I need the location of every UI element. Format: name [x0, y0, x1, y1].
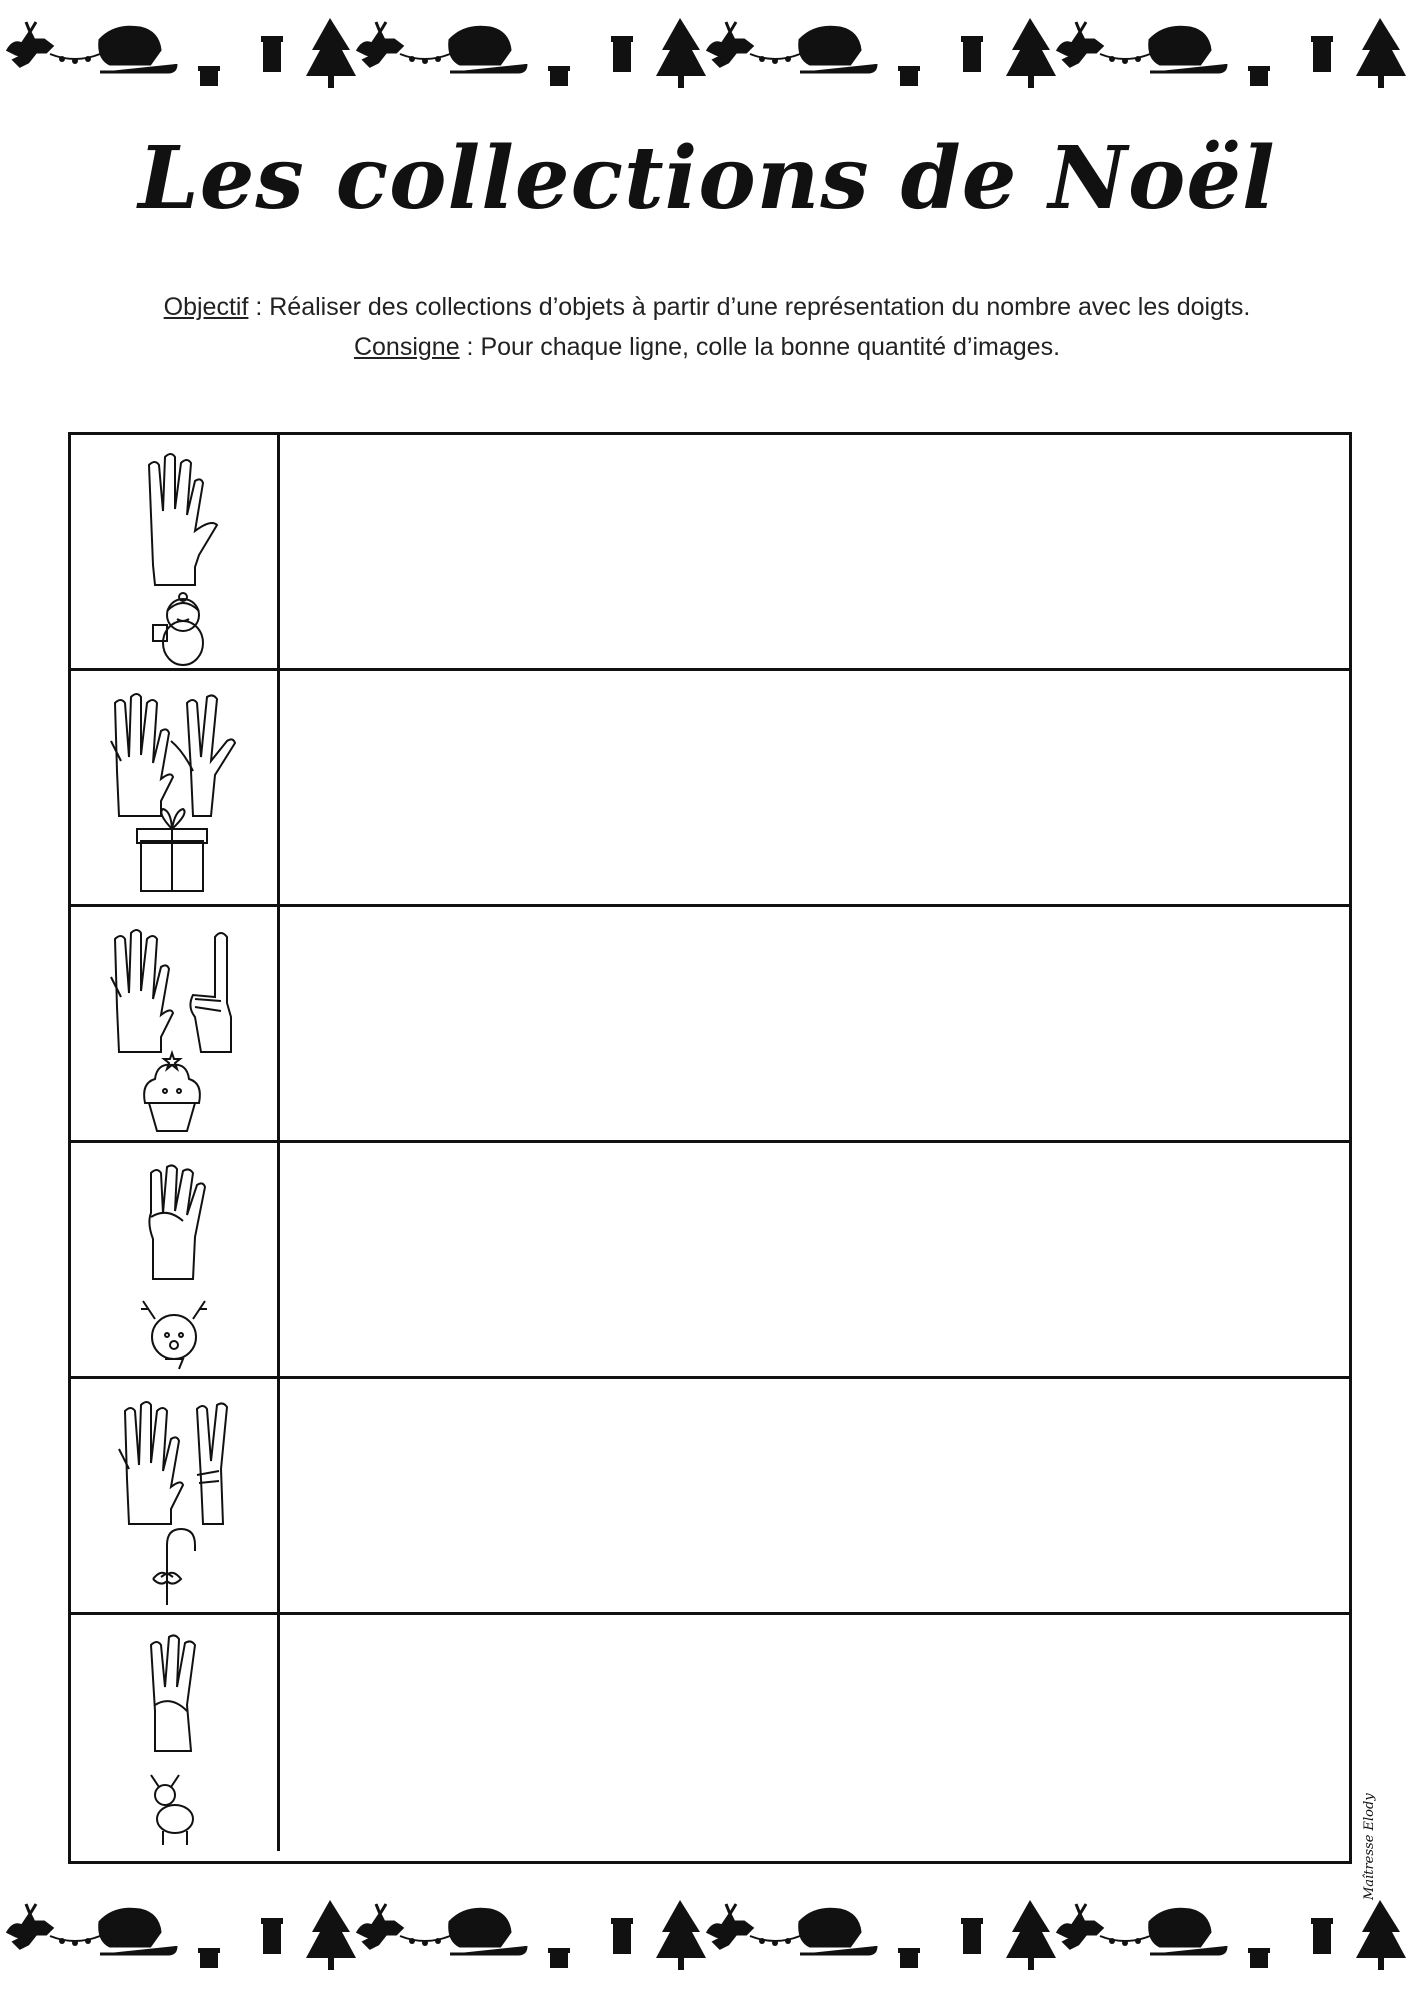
open-hand-icon: [111, 930, 173, 1052]
instruction-line: [0, 327, 1414, 367]
model-cell: [71, 1615, 280, 1851]
cupcake-icon: [144, 1053, 200, 1131]
paste-area[interactable]: [280, 435, 1349, 668]
three-fingers-hand-icon: [151, 1635, 195, 1751]
page-title: Les collections de Noël: [138, 128, 1276, 229]
table-row: [71, 1615, 1349, 1851]
four-fingers-hand-icon: [149, 1165, 205, 1279]
table-row: [71, 671, 1349, 907]
table-row: [71, 907, 1349, 1143]
christmas-border-bottom: [0, 1892, 1414, 1974]
model-cell: [71, 671, 280, 904]
paste-area[interactable]: [280, 1615, 1349, 1851]
paste-area[interactable]: [280, 671, 1349, 904]
paste-area[interactable]: [280, 1143, 1349, 1376]
reindeer-icon: [8, 22, 52, 66]
sleigh-icon: [100, 27, 176, 72]
collection-table: [68, 432, 1352, 1864]
open-hand-icon: [111, 694, 173, 816]
model-cell: [71, 1143, 280, 1376]
christmas-tree-icon: [306, 18, 356, 88]
table-row: [71, 1379, 1349, 1615]
model-cell: [71, 1379, 280, 1612]
reindeer-face-icon: [141, 1301, 207, 1369]
reindeer-icon: [151, 1775, 193, 1845]
paste-area[interactable]: [280, 907, 1349, 1140]
author-signature: Maîtresse Elody: [1362, 1793, 1377, 1900]
paste-area[interactable]: [280, 1379, 1349, 1612]
two-fingers-hand-icon: [197, 1403, 227, 1524]
table-row: [71, 1143, 1349, 1379]
instructions-block: [0, 287, 1414, 367]
instruction-label: Consigne: [353, 333, 460, 361]
objective-line: [0, 287, 1414, 327]
one-finger-hand-icon: [190, 933, 231, 1052]
objective-text: : Réaliser des collections d’objets à partir d’une représentation du nombre avec les doigts.: [248, 293, 1251, 321]
candy-cane-icon: [153, 1529, 195, 1605]
model-cell: [71, 435, 280, 668]
penguin-icon: [153, 593, 203, 665]
open-hand-icon: [119, 1402, 183, 1524]
table-row: [71, 435, 1349, 671]
gift-icon: [200, 70, 218, 86]
three-fingers-hand-icon: [171, 695, 235, 816]
model-cell: [71, 907, 280, 1140]
objective-label: Objectif: [163, 293, 249, 321]
open-hand-icon: [149, 454, 217, 585]
instruction-text: : Pour chaque ligne, colle la bonne quantité d’images.: [459, 333, 1061, 361]
christmas-border-top: [0, 10, 1414, 92]
gift-icon: [137, 809, 207, 891]
